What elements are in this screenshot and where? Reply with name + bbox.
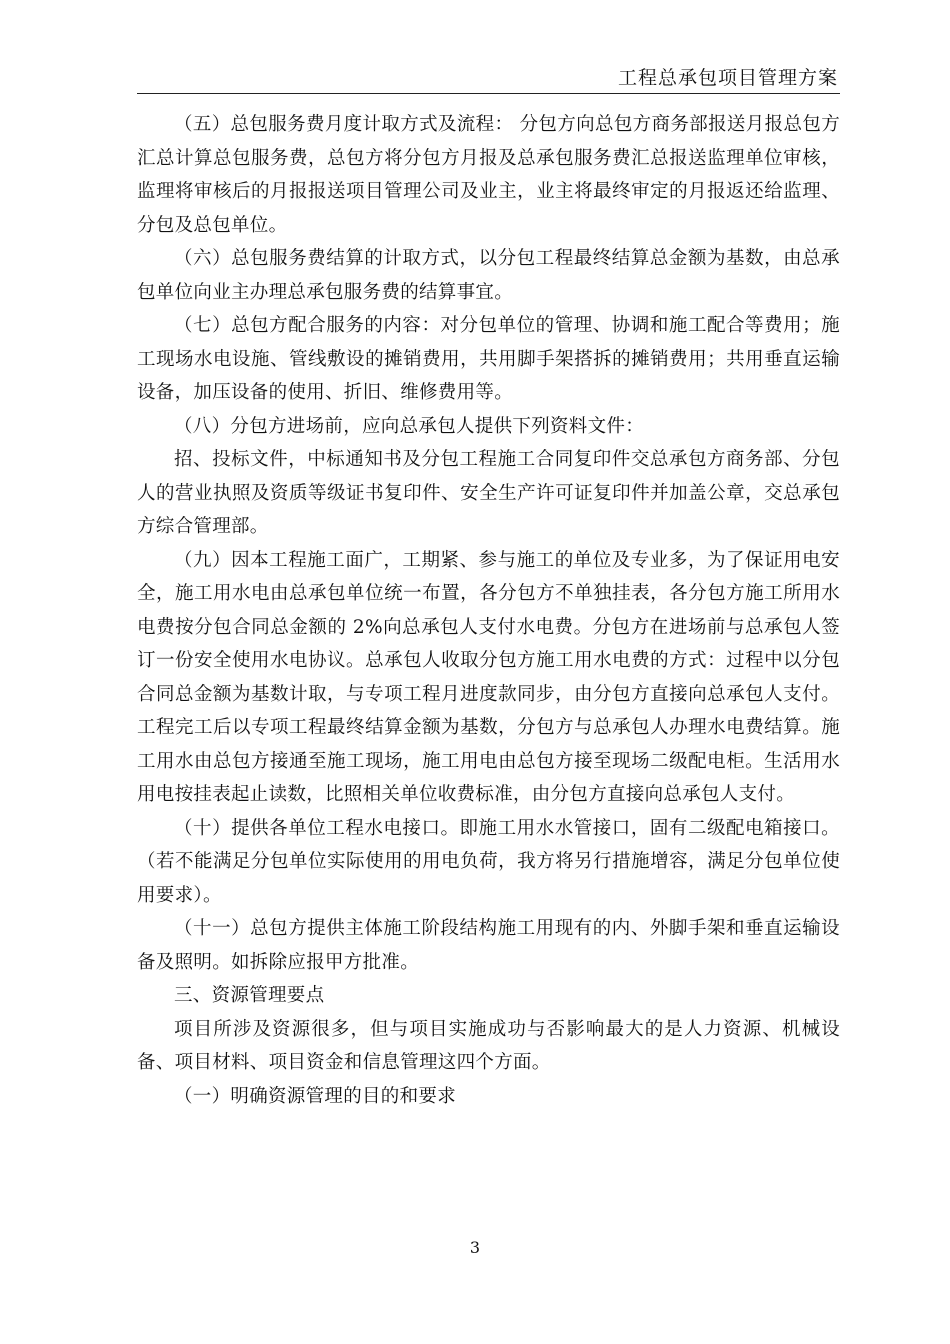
header-title: 工程总承包项目管理方案 xyxy=(617,67,838,89)
header-divider xyxy=(137,93,840,94)
paragraph-10-utility-interfaces: （十）提供各单位工程水电接口。即施工用水水管接口，固有二级配电箱接口。（若不能满足分包单位实际使用的用电负荷，我方将另行措施增容，满足分包单位使用要求）。 xyxy=(137,817,840,906)
paragraph-8-documents-required: （八）分包方进场前，应向总承包人提供下列资料文件： xyxy=(174,415,645,437)
paragraph-documents-list: 招、投标文件，中标通知书及分包工程施工合同复印件交总承包方商务部、分包人的营业执照及资质等级证书复印件、安全生产许可证复印件并加盖公章，交总承包方综合管理部。 xyxy=(137,449,840,537)
section-heading-resource-management: 三、资源管理要点 xyxy=(174,985,325,1006)
paragraph-7-service-content: （七）总包方配合服务的内容：对分包单位的管理、协调和施工配合等费用；施工现场水电设施、管线敷设的摊销费用，共用脚手架搭拆的摊销费用；共用垂直运输设备，加压设备的使用、折旧、维修费用等。 xyxy=(137,315,840,403)
paragraph-11-scaffolding: （十一）总包方提供主体施工阶段结构施工用现有的内、外脚手架和垂直运输设备及照明。如拆除应报甲方批准。 xyxy=(137,918,840,973)
paragraph-resource-overview: 项目所涉及资源很多，但与项目实施成功与否影响最大的是人力资源、机械设备、项目材料、项目资金和信息管理这四个方面。 xyxy=(137,1018,840,1073)
document-body xyxy=(137,108,840,1113)
paragraph-9-water-electricity: （九）因本工程施工面广，工期紧、参与施工的单位及专业多，为了保证用电安全，施工用水电由总承包单位统一布置，各分包方不单独挂表，各分包方施工所用水电费按分包合同总金额的 2%向总承包人支付水电费。分包方在进场前与总承包人签订一份安全使用水电协议。总承包人收取分包方施工用水电费的方式：过程中以分包合同总金额为基数计取，与专项工程月进度款同步，由分包方直接向总承包人支付。工程完工后以专项工程最终结算金额为基数，分包方与总承包人办理水电费结算。施工用水由总包方接通至施工现场，施工用电由总包方接至现场二级配电柜。生活用水用电按挂表起止读数，比照相关单位收费标准，由分包方直接向总承包人支付。 xyxy=(137,549,840,805)
subheading-resource-goals: （一）明确资源管理的目的和要求 xyxy=(174,1085,457,1107)
page-number: 3 xyxy=(469,1238,481,1257)
paragraph-5-fee-monthly-process: （五）总包服务费月度计取方式及流程： 分包方向总包方商务部报送月报总包方汇总计算总包服务费，总包方将分包方月报及总承包服务费汇总报送监理单位审核，监理将审核后的月报报送项目管理公司及业主，业主将最终审定的月报返还给监理、分包及总包单位。 xyxy=(137,114,840,236)
paragraph-6-fee-settlement: （六）总包服务费结算的计取方式，以分包工程最终结算总金额为基数，由总承包单位向业主办理总承包服务费的结算事宜。 xyxy=(137,248,840,303)
